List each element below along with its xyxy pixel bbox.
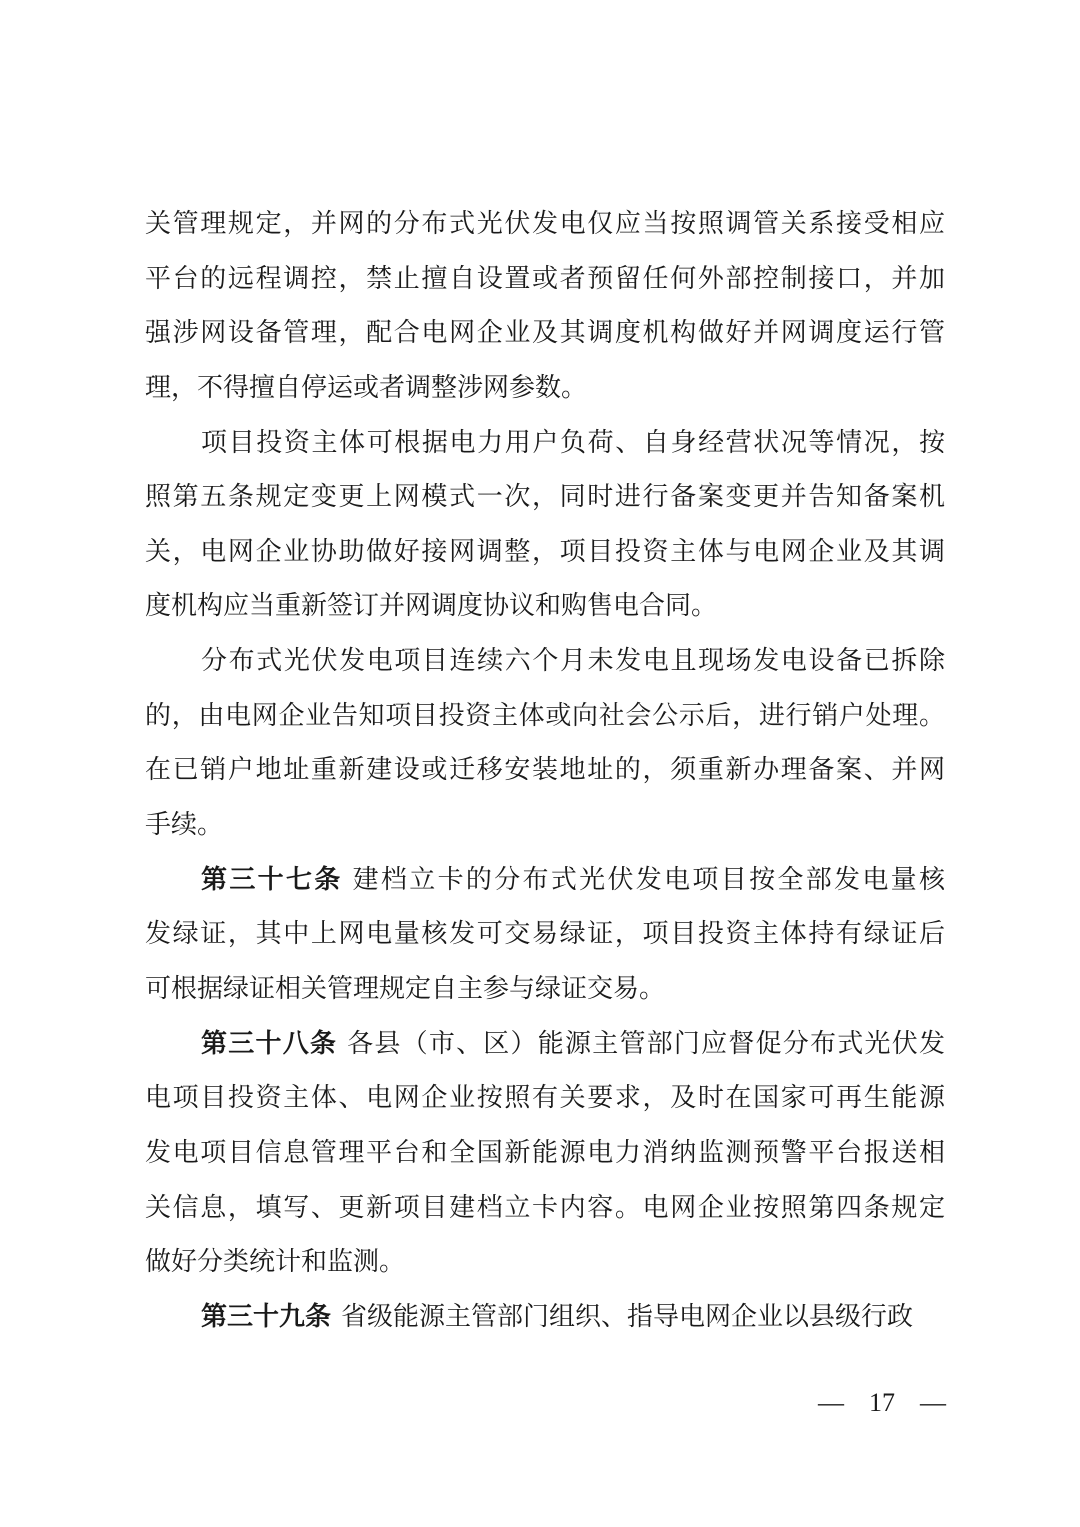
line-text: 电项目投资主体、电网企业按照有关要求，及时在国家可再生能源	[145, 1083, 945, 1114]
line-text: 关信息，填写、更新项目建档立卡内容。电网企业按照第四条规定	[145, 1192, 945, 1223]
text-line	[145, 416, 945, 471]
text-line	[145, 1017, 945, 1072]
article-heading: 第三十七条	[201, 864, 343, 895]
line-text: 手续。	[145, 810, 224, 841]
line-text: 度机构应当重新签订并网调度协议和购售电合同。	[145, 591, 718, 622]
text-line	[145, 1290, 945, 1345]
article-paragraph	[145, 1290, 945, 1345]
text-line	[145, 252, 945, 307]
line-text: 发电项目信息管理平台和全国新能源电力消纳监测预警平台报送相	[145, 1137, 945, 1168]
line-text: 照第五条规定变更上网模式一次，同时进行备案变更并告知备案机	[145, 482, 945, 513]
text-line	[145, 470, 945, 525]
line-text: 关管理规定，并网的分布式光伏发电仅应当按照调管关系接受相应	[145, 209, 945, 239]
line-text: 项目投资主体可根据电力用户负荷、自身经营状况等情况，按	[201, 427, 945, 458]
text-line	[145, 689, 945, 744]
article-heading: 第三十九条	[201, 1301, 332, 1332]
text-line	[145, 525, 945, 580]
text-line	[145, 853, 945, 908]
paragraph	[145, 197, 945, 416]
text-line	[145, 306, 945, 361]
line-text: 做好分类统计和监测。	[145, 1247, 406, 1278]
line-text: 分布式光伏发电项目连续六个月未发电且现场发电设备已拆除	[201, 646, 945, 677]
line-text: 各县（市、区）能源主管部门应督促分布式光伏发	[347, 1028, 945, 1059]
text-line	[145, 1235, 945, 1290]
line-text: 平台的远程调控，禁止擅自设置或者预留任何外部控制接口，并加	[145, 263, 945, 294]
line-text: 强涉网设备管理，配合电网企业及其调度机构做好并网调度运行管	[145, 318, 945, 349]
text-line	[145, 1071, 945, 1126]
line-text: 省级能源主管部门组织、指导电网企业以县级行政	[341, 1301, 914, 1332]
article-heading: 第三十八条	[201, 1028, 338, 1059]
page-number-value: 17	[869, 1388, 895, 1417]
line-text: 可根据绿证相关管理规定自主参与绿证交易。	[145, 973, 666, 1004]
line-text: 关，电网企业协助做好接网调整，项目投资主体与电网企业及其调	[145, 536, 945, 567]
text-line	[145, 634, 945, 689]
text-line	[145, 579, 945, 634]
article-paragraph	[145, 853, 945, 1017]
paragraph	[145, 416, 945, 635]
line-text: 发绿证，其中上网电量核发可交易绿证，项目投资主体持有绿证后	[145, 919, 945, 950]
page-dash-right: —	[920, 1388, 946, 1417]
text-line	[145, 1181, 945, 1236]
line-text: 在已销户地址重新建设或迁移安装地址的，须重新办理备案、并网	[145, 755, 945, 786]
text-line	[145, 197, 945, 252]
text-line	[145, 962, 945, 1017]
line-text: 建档立卡的分布式光伏发电项目按全部发电量核	[352, 864, 945, 895]
paragraph	[145, 634, 945, 853]
text-line	[145, 743, 945, 798]
text-line	[145, 361, 945, 416]
line-text: 的，由电网企业告知项目投资主体或向社会公示后，进行销户处理。	[145, 700, 945, 731]
text-line	[145, 907, 945, 962]
article-paragraph	[145, 1017, 945, 1290]
text-line	[145, 798, 945, 853]
document-body	[145, 197, 945, 1344]
text-line	[145, 1126, 945, 1181]
line-text: 理，不得擅自停运或者调整涉网参数。	[145, 372, 588, 403]
page-dash-left: —	[818, 1388, 844, 1417]
page-number	[818, 1388, 946, 1418]
